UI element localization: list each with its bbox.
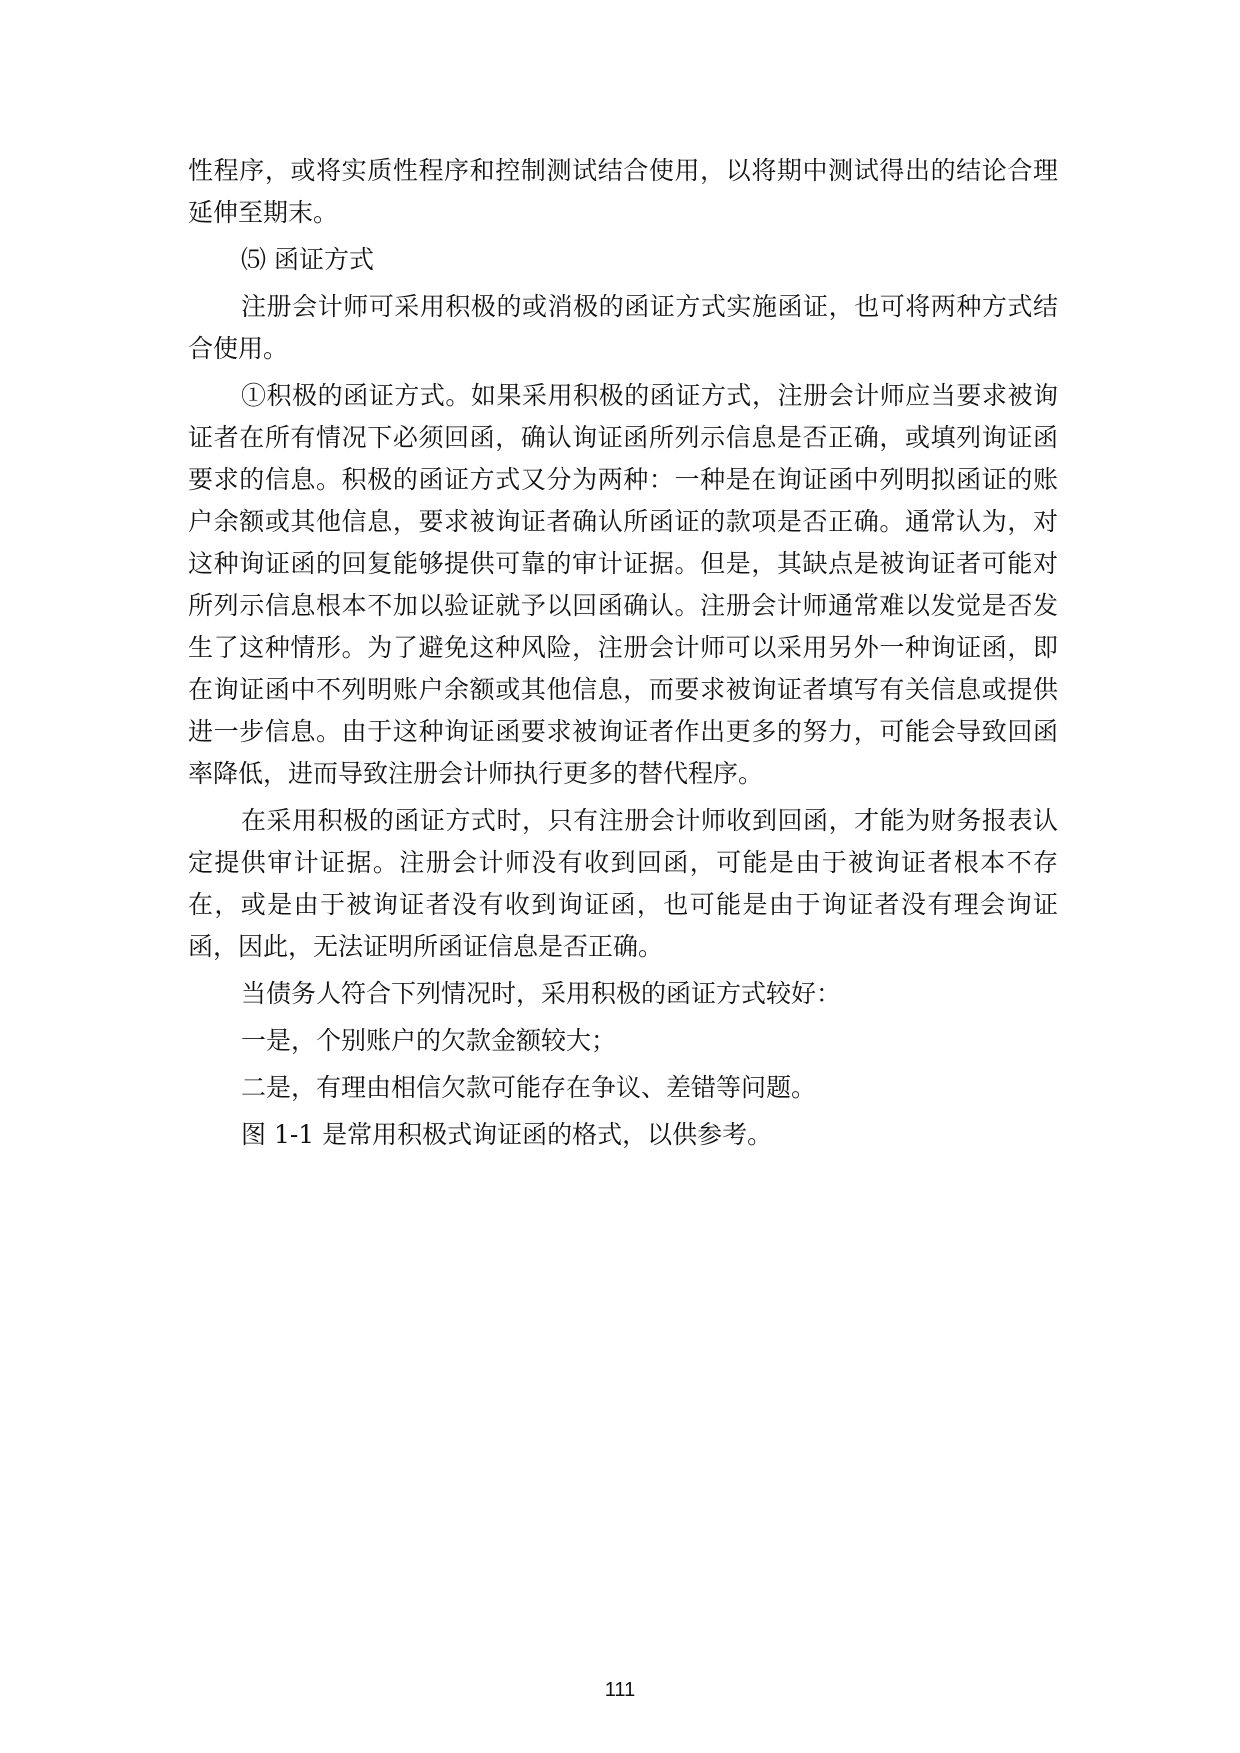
body-text	[188, 150, 1058, 1161]
paragraph-continuation: 性程序，或将实质性程序和控制测试结合使用，以将期中测试得出的结论合理延伸至期末。	[188, 156, 1058, 227]
paragraph-positive-evidence: 在采用积极的函证方式时，只有注册会计师收到回函，才能为财务报表认定提供审计证据。注册会计师没有收到回函，可能是由于被询证者根本不存在，或是由于被询证者没有收到询证函，也可能是由于询证者没有理会询证函，因此，无法证明所函证信息是否正确。	[188, 806, 1058, 961]
list-item-condition-1: 一是，个别账户的欠款金额较大；	[241, 1026, 617, 1055]
section-heading-confirmation-method: ⑸ 函证方式	[241, 245, 374, 274]
paragraph-conditions: 当债务人符合下列情况时，采用积极的函证方式较好：	[241, 979, 842, 1008]
list-item-condition-2: 二是，有理由相信欠款可能存在争议、差错等问题。	[241, 1073, 817, 1102]
page-number: 111	[604, 1679, 636, 1701]
paragraph-figure-reference: 图 1-1 是常用积极式询证函的格式，以供参考。	[241, 1120, 773, 1149]
paragraph-intro: 注册会计师可采用积极的或消极的函证方式实施函证，也可将两种方式结合使用。	[188, 292, 1058, 363]
paragraph-positive-method: ①积极的函证方式。如果采用积极的函证方式，注册会计师应当要求被询证者在所有情况下必须回函，确认询证函所列示信息是否正确，或填列询证函要求的信息。积极的函证方式又分为两种：一种是在询证函中列明拟函证的账户余额或其他信息，要求被询证者确认所函证的款项是否正确。通常认为，对这种询证函的回复能够提供可靠的审计证据。但是，其缺点是被询证者可能对所列示信息根本不加以验证就予以回函确认。注册会计师通常难以发觉是否发生了这种情形。为了避免这种风险，注册会计师可以采用另外一种询证函，即在询证函中不列明账户余额或其他信息，而要求被询证者填写有关信息或提供进一步信息。由于这种询证函要求被询证者作出更多的努力，可能会导致回函率降低，进而导致注册会计师执行更多的替代程序。	[188, 381, 1058, 788]
